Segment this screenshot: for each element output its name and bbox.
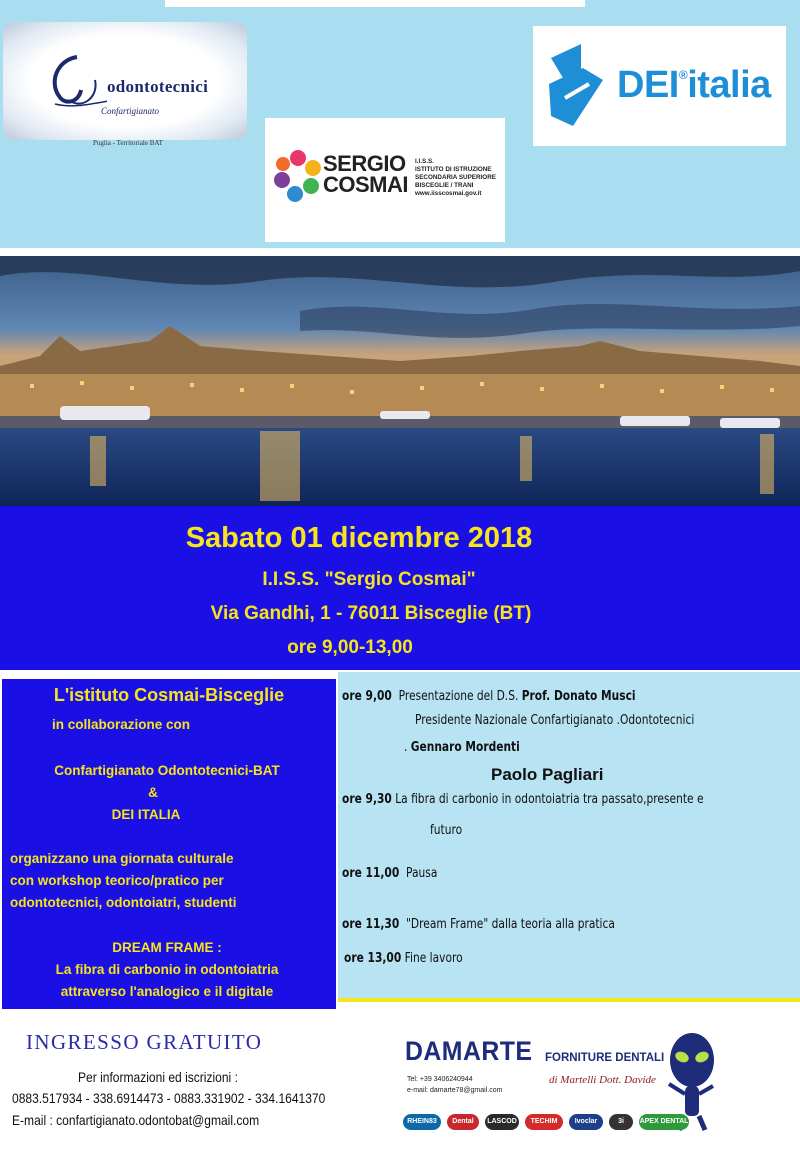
damarte-phone: Tel: +39 3406240944 xyxy=(407,1076,473,1083)
event-hours: ore 9,00-13,00 xyxy=(287,637,413,658)
event-date: Sabato 01 dicembre 2018 xyxy=(185,522,533,554)
brand-logo: Ivoclar xyxy=(569,1114,603,1130)
odontotecnici-logo xyxy=(3,22,247,147)
free-entry-title: INGRESSO GRATUITO xyxy=(26,1030,263,1054)
program-row-3: ore 11,00 Pausa xyxy=(342,866,438,881)
dei-italia-logo xyxy=(533,26,786,146)
brand-logo: RHEIN83 xyxy=(403,1114,441,1130)
partner-confartigianato: Confartigianato Odontotecnici-BAT xyxy=(54,763,280,778)
brand-logo: Dental xyxy=(447,1114,479,1130)
dei-hand-icon xyxy=(543,40,613,130)
contact-email: E-mail : confartigianato.odontobat@gmail.com xyxy=(12,1112,260,1128)
odontotecnici-swirl-icon xyxy=(47,52,107,112)
partner-dei: DEI ITALIA xyxy=(111,807,181,822)
header-divider xyxy=(165,0,585,7)
program-row-1b: Presidente Nazionale Confartigianato .Odontotecnici xyxy=(415,713,695,728)
harbor-night-photo xyxy=(0,256,800,506)
organize-line-1: organizzano una giornata culturale xyxy=(10,851,234,866)
photo-top-border xyxy=(0,248,800,256)
organize-line-3: odontotecnici, odontoiatri, studenti xyxy=(10,895,237,910)
odontotecnici-logo-region: Puglia - Territoriale BAT xyxy=(93,139,163,147)
brand-logos-row xyxy=(403,1114,693,1132)
cosmai-logo-info: I.I.S.S. ISTITUTO DI ISTRUZIONE SECONDARIA SUPERIORE BISCEGLIE / TRANI www.iisscosmai.gov.it xyxy=(415,158,496,197)
dream-frame-line-2: attraverso l'analogico e il digitale xyxy=(60,984,274,999)
sergio-cosmai-logo xyxy=(265,118,505,242)
organizer-title: L'istituto Cosmai-Bisceglie xyxy=(53,685,285,705)
damarte-owner: di Martelli Dott. Davide xyxy=(549,1074,656,1086)
event-address: Via Gandhi, 1 - 76011 Bisceglie (BT) xyxy=(210,603,532,624)
program-row-5: ore 13,00 Fine lavoro xyxy=(344,951,463,966)
phone-numbers: 0883.517934 - 338.6914473 - 0883.331902 - 334.1641370 xyxy=(12,1090,326,1106)
program-row-2: ore 9,30 La fibra di carbonio in odontoiatria tra passato,presente e xyxy=(342,792,704,807)
dei-logo-text: DEI®italia xyxy=(617,64,771,106)
brand-logo: LASCOD xyxy=(485,1114,519,1130)
program-row-1: ore 9,00 Presentazione del D.S. Prof. Donato Musci xyxy=(342,689,636,704)
organize-line-2: con workshop teorico/pratico per xyxy=(10,873,224,888)
event-school: I.I.S.S. "Sergio Cosmai" xyxy=(262,569,476,590)
program-row-4: ore 11,30 "Dream Frame" dalla teoria alla pratica xyxy=(342,917,615,932)
program-row-2b: futuro xyxy=(430,823,463,838)
dream-frame-line-1: La fibra di carbonio in odontoiatria xyxy=(55,962,279,977)
damarte-name: DAMARTE xyxy=(405,1036,533,1066)
info-label: Per informazioni ed iscrizioni : xyxy=(78,1069,238,1085)
speaker-name: Paolo Pagliari xyxy=(491,765,604,784)
odontotecnici-logo-name: odontotecnici xyxy=(107,77,209,96)
program-bottom-line xyxy=(338,998,800,1002)
brand-logo: APEX DENTAL xyxy=(639,1114,689,1130)
damarte-sponsor xyxy=(391,1018,731,1143)
damarte-email: e-mail: damarte78@gmail.com xyxy=(407,1087,503,1094)
partner-ampersand: & xyxy=(148,785,158,800)
damarte-subtitle: FORNITURE DENTALI xyxy=(545,1052,665,1064)
cosmai-logo-name: SERGIO COSMAI xyxy=(323,151,408,197)
brand-logo: TECHIM xyxy=(525,1114,563,1130)
dream-frame-heading: DREAM FRAME : xyxy=(112,940,222,955)
collab-text: in collaborazione con xyxy=(52,717,191,732)
brand-logo: 3i xyxy=(609,1114,633,1130)
cosmai-flower-icon xyxy=(273,148,323,204)
program-row-1c: . Gennaro Mordenti xyxy=(404,740,520,755)
odontotecnici-logo-sub: Confartigianato xyxy=(101,106,160,116)
